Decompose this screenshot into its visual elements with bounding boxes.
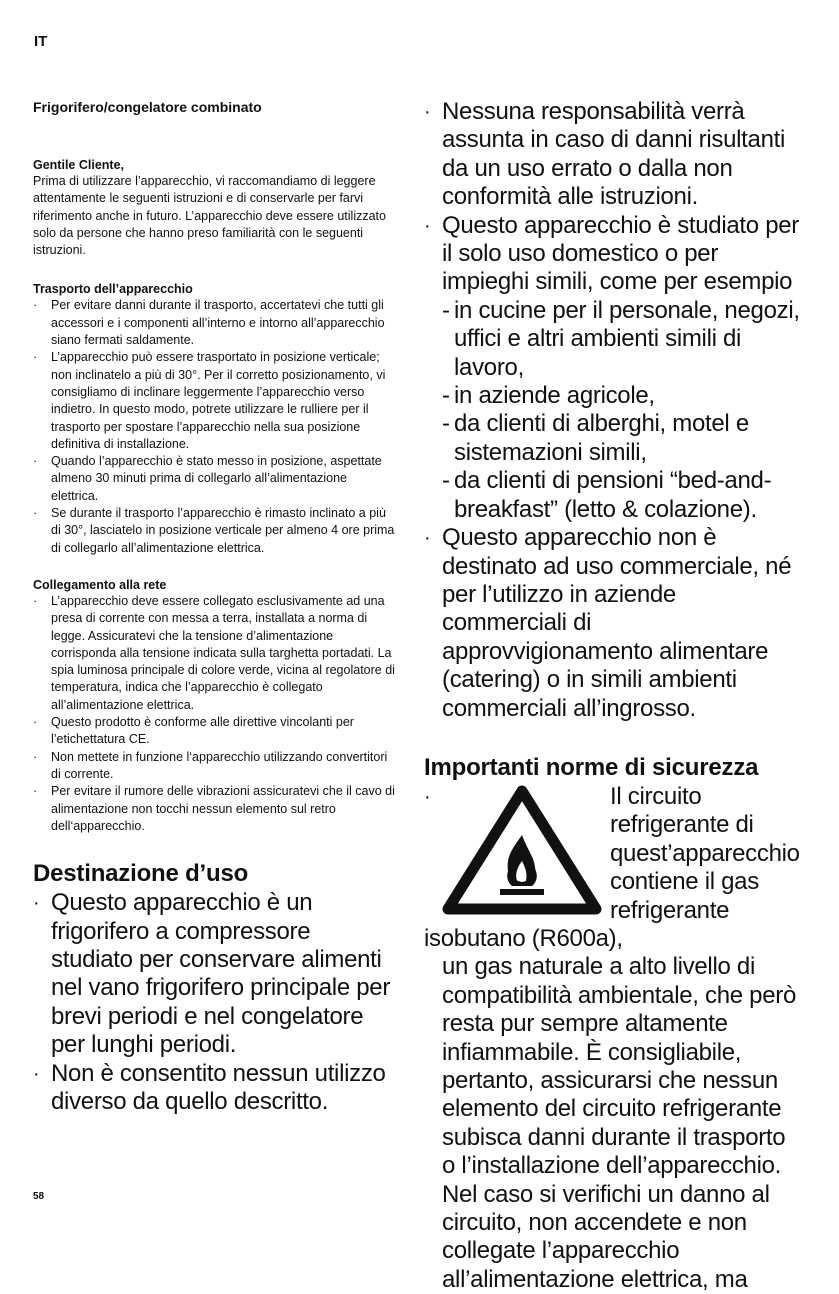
list-item: · Quando l’apparecchio è stato messo in posizione, aspettate almeno 30 minuti prima di collegarlo all’alimentazione elettrica. (33, 454, 382, 503)
sub-list-item: - da clienti di pensioni “bed-and-breakfast” (letto & colazione). (442, 467, 772, 523)
list-item: · Questo apparecchio è un frigorifero a compressore studiato per conservare alimenti nel vano frigorifero principale per brevi periodi e nel congelatore per lunghi periodi. (33, 889, 391, 1059)
list-item: · Non è consentito nessun utilizzo diverso da quello descritto. (33, 1059, 386, 1115)
dash: - (442, 296, 450, 324)
bullet: · (424, 101, 431, 123)
bullet: · (33, 593, 38, 608)
bullet: · (424, 785, 431, 808)
transport-heading: Trasporto dell’apparecchio (33, 282, 193, 297)
bullet: · (33, 454, 38, 469)
dash: - (442, 467, 450, 495)
connection-heading: Collegamento alla rete (33, 577, 167, 592)
language-label: IT (34, 33, 48, 50)
safety-item (424, 783, 804, 1294)
intro-paragraph: Prima di utilizzare l’apparecchio, vi raccomandiamo di leggere attentamente le seguenti istruzioni e di conservarle per farvi riferimento anche in futuro. L’apparecchio deve essere utilizzato solo da persone che hanno preso familiarità con le seguenti istruzioni. (33, 174, 386, 258)
safety-text-beside-icon: Il circuito refrigerante di quest’apparecchio contiene il gas refrigerante isobutano (R600a), (424, 782, 800, 952)
bullet: · (33, 892, 40, 915)
list-item: · Per evitare il rumore delle vibrazioni assicuratevi che il cavo di alimentazione non tocchi nessun elemento sul retro dell‘apparecchio. (33, 784, 395, 833)
list-item: · Per evitare danni durante il trasporto, accertatevi che tutti gli accessori e i componenti all’interno e intorno all’apparecchio siano fermati saldamente. (33, 298, 385, 348)
sub-list-item: - in cucine per il personale, negozi, uffici e altri ambienti simili di lavoro, (442, 296, 800, 381)
bullet: · (33, 506, 38, 521)
list-item: · Questo apparecchio è studiato per il solo uso domestico o per impieghi simili, come per esempio - in cucine per il personale, negozi, uffici e altri ambienti simili di lavoro, - in aziende agricole, - da clienti di alberghi, motel e sistemazioni simili, - da clienti di pensioni “bed-and-breakfast” (letto & colazione). (424, 212, 804, 524)
bullet: · (33, 784, 38, 799)
bullet: · (424, 527, 431, 550)
sub-list-item: - in aziende agricole, (442, 382, 655, 410)
safety-text-continued: un gas naturale a alto livello di compatibilità ambientale, che però resta pur sempre altamente infiammabile. È consigliabile, pertanto, assicurarsi che nessun elemento del circuito refrigerante subisca danni durante il trasporto o l’installazione dell’apparecchio. Nel caso si verifichi un danno al circuito, non accendete e non collegate l’apparecchio all’alimentazione elettrica, ma (442, 953, 797, 1293)
usage-list (424, 98, 804, 723)
dash: - (442, 382, 450, 410)
dash: - (442, 410, 450, 438)
bullet: · (33, 298, 38, 313)
left-column (33, 98, 395, 1116)
flammable-warning-icon (442, 785, 602, 915)
bullet: · (33, 749, 38, 764)
list-item: · Questo apparecchio non è destinato ad uso commerciale, né per l’utilizzo in aziende commerciali di approvvigionamento alimentare (catering) o in simili ambienti commerciali all’ingrosso. (424, 524, 792, 722)
list-item: · Non mettete in funzione l‘apparecchio utilizzando convertitori di corrente. (33, 749, 388, 781)
list-item: · Se durante il trasporto l’apparecchio è rimasto inclinato a più di 30°, lasciatelo in posizione verticale per almeno 4 ore prima di collegarlo all’alimentazione elettrica. (33, 506, 395, 555)
document-title: Frigorifero/congelatore combinato (33, 99, 262, 115)
right-column (424, 98, 804, 1294)
bullet: · (424, 214, 431, 237)
bullet: · (33, 715, 38, 730)
bullet: · (33, 350, 38, 365)
greeting: Gentile Cliente, (33, 158, 124, 172)
intended-use-heading: Destinazione d’uso (33, 860, 249, 888)
intended-use-list (33, 889, 395, 1116)
sub-list-item: - da clienti di alberghi, motel e sistemazioni simili, (442, 410, 749, 466)
usage-examples-list (442, 297, 804, 524)
list-item: · Nessuna responsabilità verrà assunta in caso di danni risultanti da un uso errato o dalla non conformità alle istruzioni. (424, 98, 786, 211)
connection-list (33, 593, 395, 835)
list-item: · L’apparecchio deve essere collegato esclusivamente ad una presa di corrente con messa a terra, installata a norma di legge. Assicuratevi che la tensione d’alimentazione corrisponda alla tensione indicata sulla targhetta portadati. La spia luminosa principale di colore verde, vicina al regolatore di temperatura, indica che l’apparecchio è collegato all’alimentazione elettrica. (33, 593, 395, 712)
safety-heading: Importanti norme di sicurezza (424, 753, 759, 781)
page-number: 58 (33, 1191, 45, 1202)
list-item: · Questo prodotto è conforme alle direttive vincolanti per l’etichettatura CE. (33, 715, 354, 747)
transport-list (33, 297, 395, 556)
list-item: · L’apparecchio può essere trasportato in posizione verticale; non inclinatelo a più di 30°. Per il corretto posizionamento, vi consigliamo di inclinare leggermente l’apparecchio verso indietro. In questo modo, potrete utilizzare le rulliere per il trasporto per spostare l’apparecchio nella sua posizione definitiva di installazione. (33, 350, 386, 451)
bullet: · (33, 1062, 40, 1085)
